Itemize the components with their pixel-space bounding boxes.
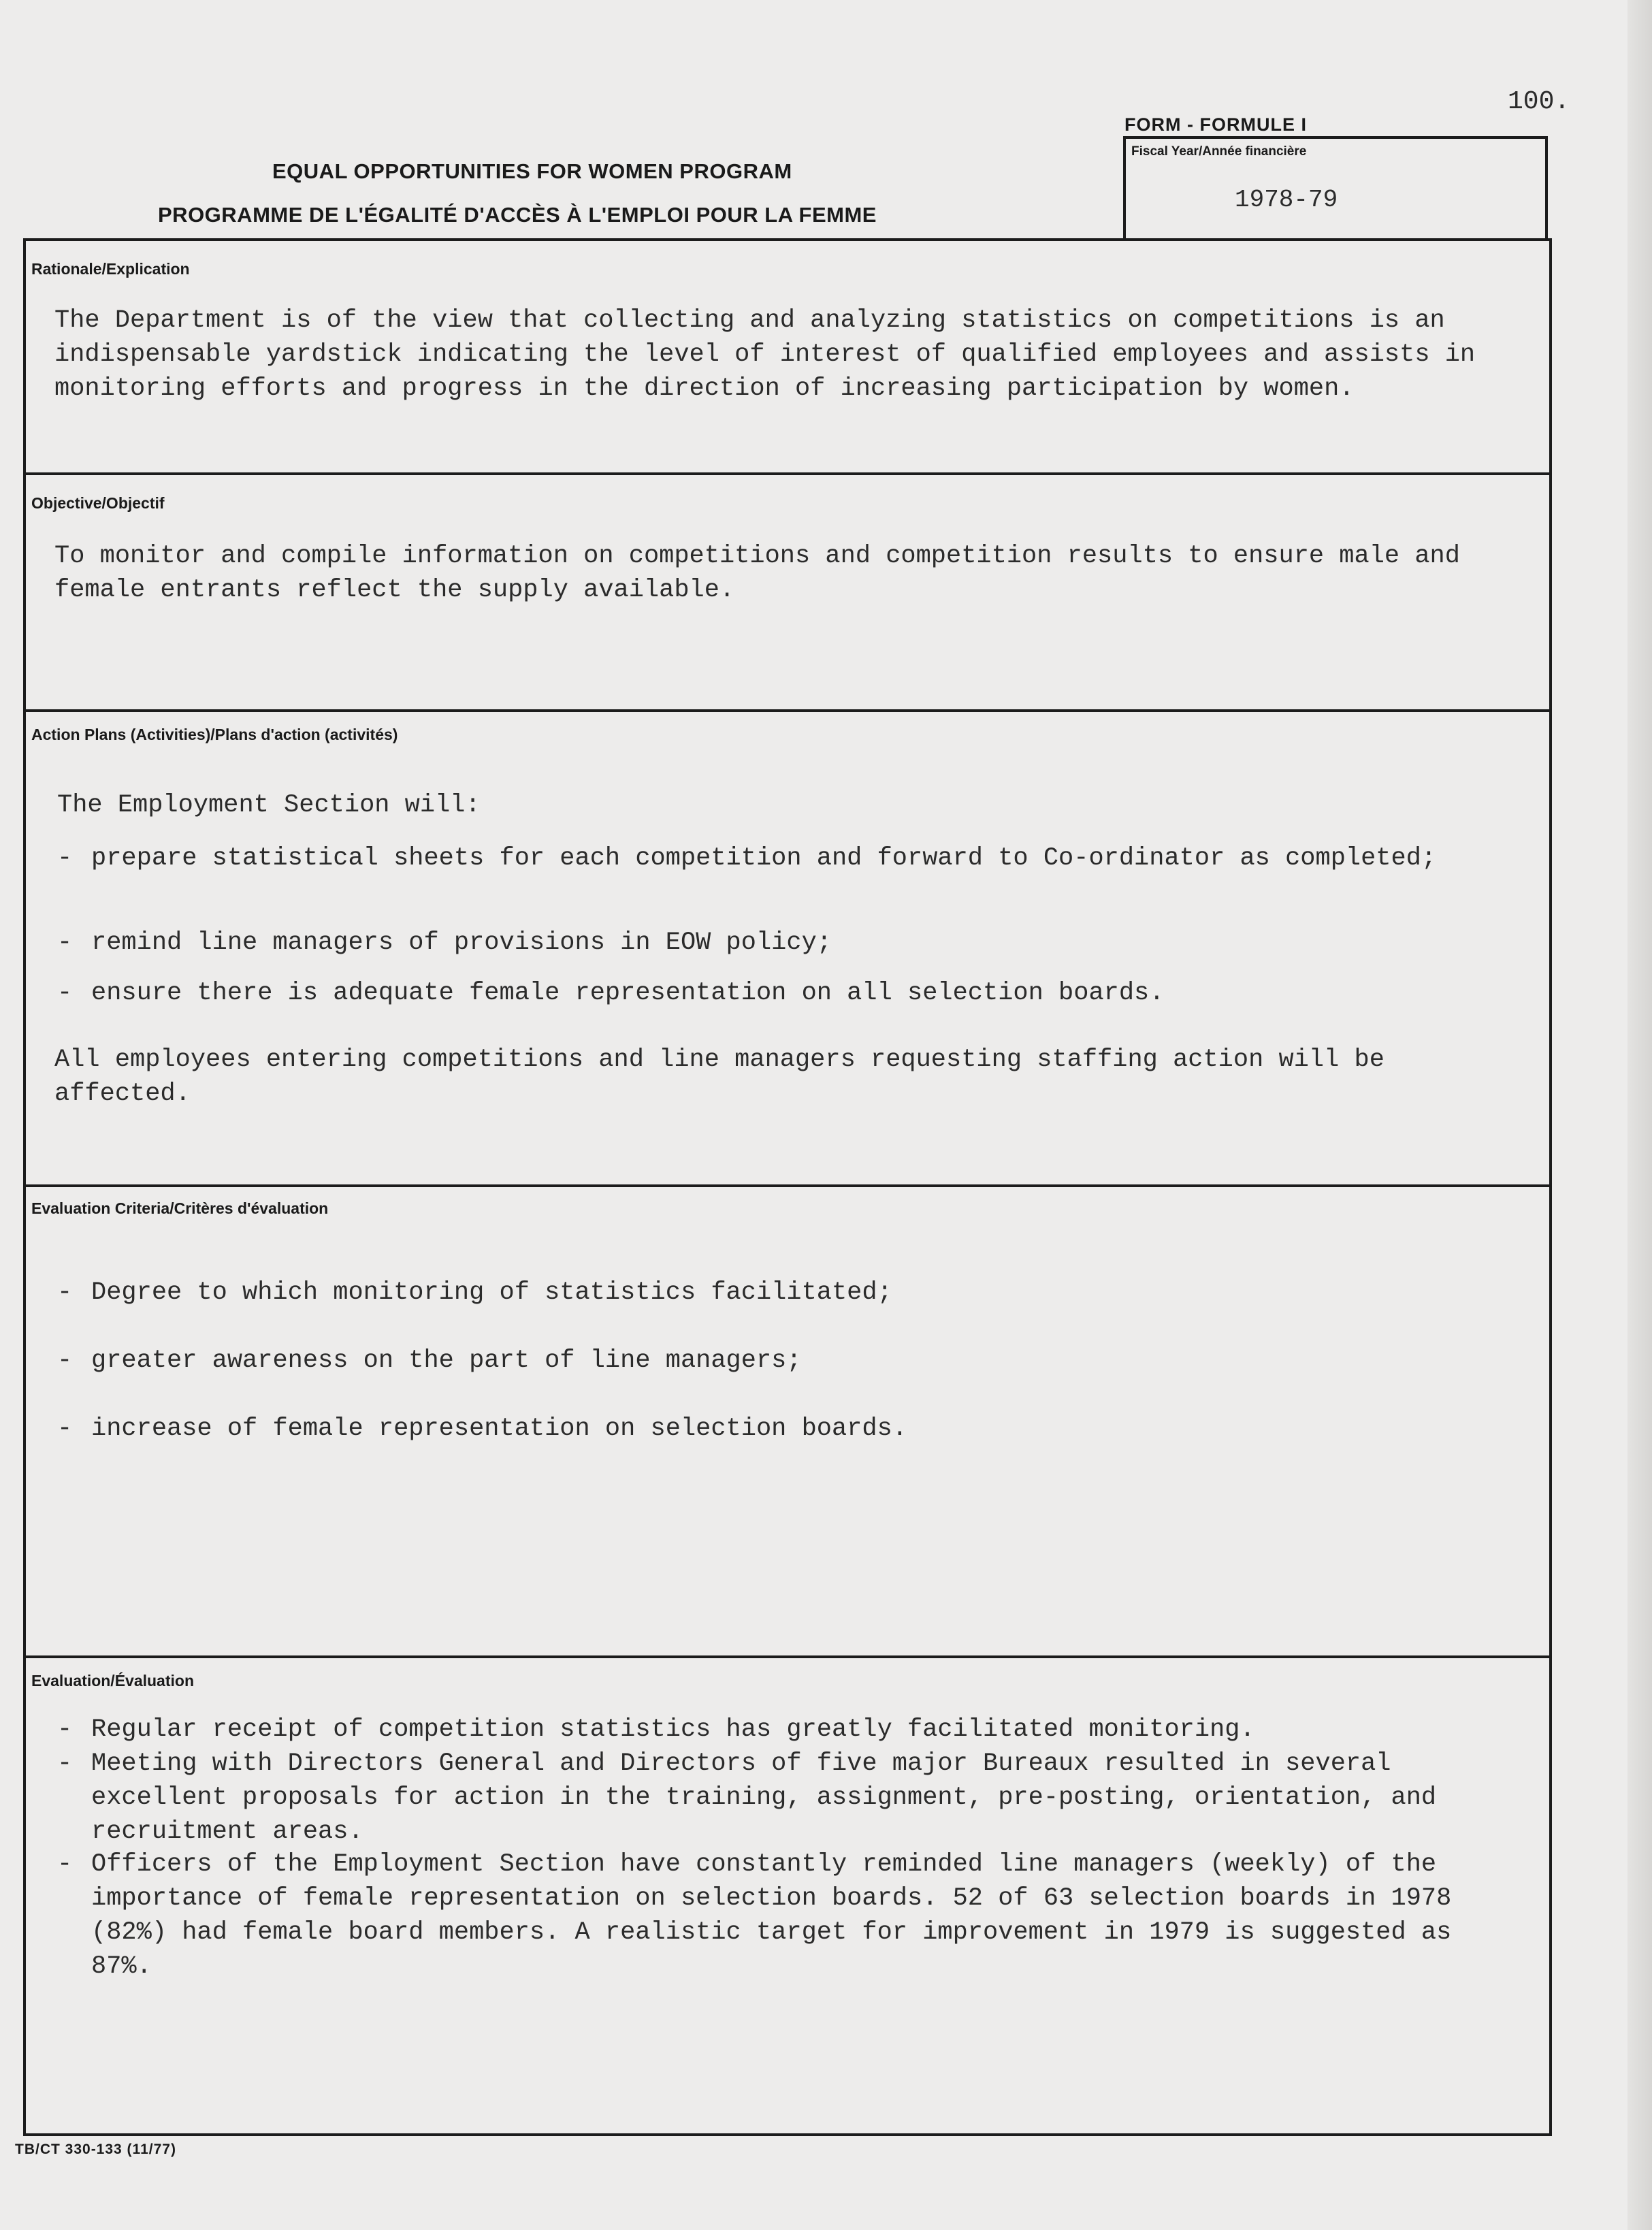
section-divider — [23, 472, 1552, 475]
list-item-text: Meeting with Directors General and Directors of five major Bureaux resulted in several excellent proposals for action in the training, assignment, pre-posting, orientation, and recruitment areas. — [91, 1749, 1437, 1846]
list-item: - greater awareness on the part of line managers; — [57, 1344, 1487, 1378]
page-number: 100. — [1508, 87, 1570, 116]
evaluation-label: Evaluation/Évaluation — [31, 1672, 194, 1690]
objective-label: Objective/Objectif — [31, 494, 165, 512]
list-item: - Officers of the Employment Section have constantly reminded line managers (weekly) of the importance of female representation on selection boards. 52 of 63 selection boards in 1978 (82%) had female board members. A realistic target for improvement in 1979 is suggested as 87%. — [57, 1847, 1507, 1984]
list-item-text: ensure there is adequate female representation on all selection boards. — [91, 979, 1165, 1007]
program-title-french: PROGRAMME DE L'ÉGALITÉ D'ACCÈS À L'EMPLOI POUR LA FEMME — [158, 203, 877, 227]
list-item: - prepare statistical sheets for each competition and forward to Co-ordinator as completed; — [57, 841, 1487, 875]
form-label: FORM - FORMULE I — [1124, 114, 1307, 135]
list-item-text: prepare statistical sheets for each competition and forward to Co-ordinator as completed; — [91, 844, 1437, 873]
section-divider — [23, 1655, 1552, 1658]
list-item: - ensure there is adequate female representation on all selection boards. — [57, 976, 1487, 1010]
rationale-text: The Department is of the view that collecting and analyzing statistics on competitions is an indispensable yardstick indicating the level of interest of qualified employees and assists in monitoring efforts and progress in the direction of increasing participation by women. — [54, 306, 1491, 403]
list-item: - increase of female representation on selection boards. — [57, 1412, 1487, 1446]
list-item-text: greater awareness on the part of line managers; — [91, 1346, 802, 1375]
fiscal-year-label: Fiscal Year/Année financière — [1131, 144, 1307, 159]
section-divider — [23, 1184, 1552, 1187]
list-item-text: Officers of the Employment Section have constantly reminded line managers (weekly) of the importance of female representation on selection boards. 52 of 63 selection boards in 1978 (82%) had female board members. A realistic target for improvement in 1979 is suggested as 87%. — [91, 1850, 1452, 1981]
form-code: TB/CT 330-133 (11/77) — [15, 2142, 176, 2157]
action-plans-intro: The Employment Section will: — [57, 791, 481, 820]
list-item-text: remind line managers of provisions in EOW policy; — [91, 928, 832, 957]
program-title-english: EQUAL OPPORTUNITIES FOR WOMEN PROGRAM — [272, 159, 792, 183]
rationale-label: Rationale/Explication — [31, 260, 190, 278]
list-item: - remind line managers of provisions in EOW policy; — [57, 926, 1487, 960]
section-divider — [23, 709, 1552, 712]
page-edge-shadow — [1627, 0, 1652, 2230]
list-item-text: Regular receipt of competition statistics has greatly facilitated monitoring. — [91, 1715, 1255, 1744]
action-plans-closing: All employees entering competitions and line managers requesting staffing action will be affected. — [54, 1046, 1400, 1108]
objective-text: To monitor and compile information on competitions and competition results to ensure male and female entrants reflect the supply available. — [54, 542, 1476, 604]
fiscal-year-value: 1978-79 — [1235, 186, 1338, 214]
action-plans-label: Action Plans (Activities)/Plans d'action (activités) — [31, 726, 398, 743]
list-item: - Degree to which monitoring of statistics facilitated; — [57, 1276, 1487, 1310]
list-item-text: Degree to which monitoring of statistics facilitated; — [91, 1278, 892, 1307]
list-item: - Regular receipt of competition statistics has greatly facilitated monitoring. — [57, 1713, 1507, 1747]
list-item-text: increase of female representation on selection boards. — [91, 1415, 907, 1443]
evaluation-criteria-label: Evaluation Criteria/Critères d'évaluation — [31, 1199, 329, 1217]
list-item: - Meeting with Directors General and Directors of five major Bureaux resulted in several excellent proposals for action in the training, assignment, pre-posting, orientation, and recruitment areas. — [57, 1747, 1507, 1849]
